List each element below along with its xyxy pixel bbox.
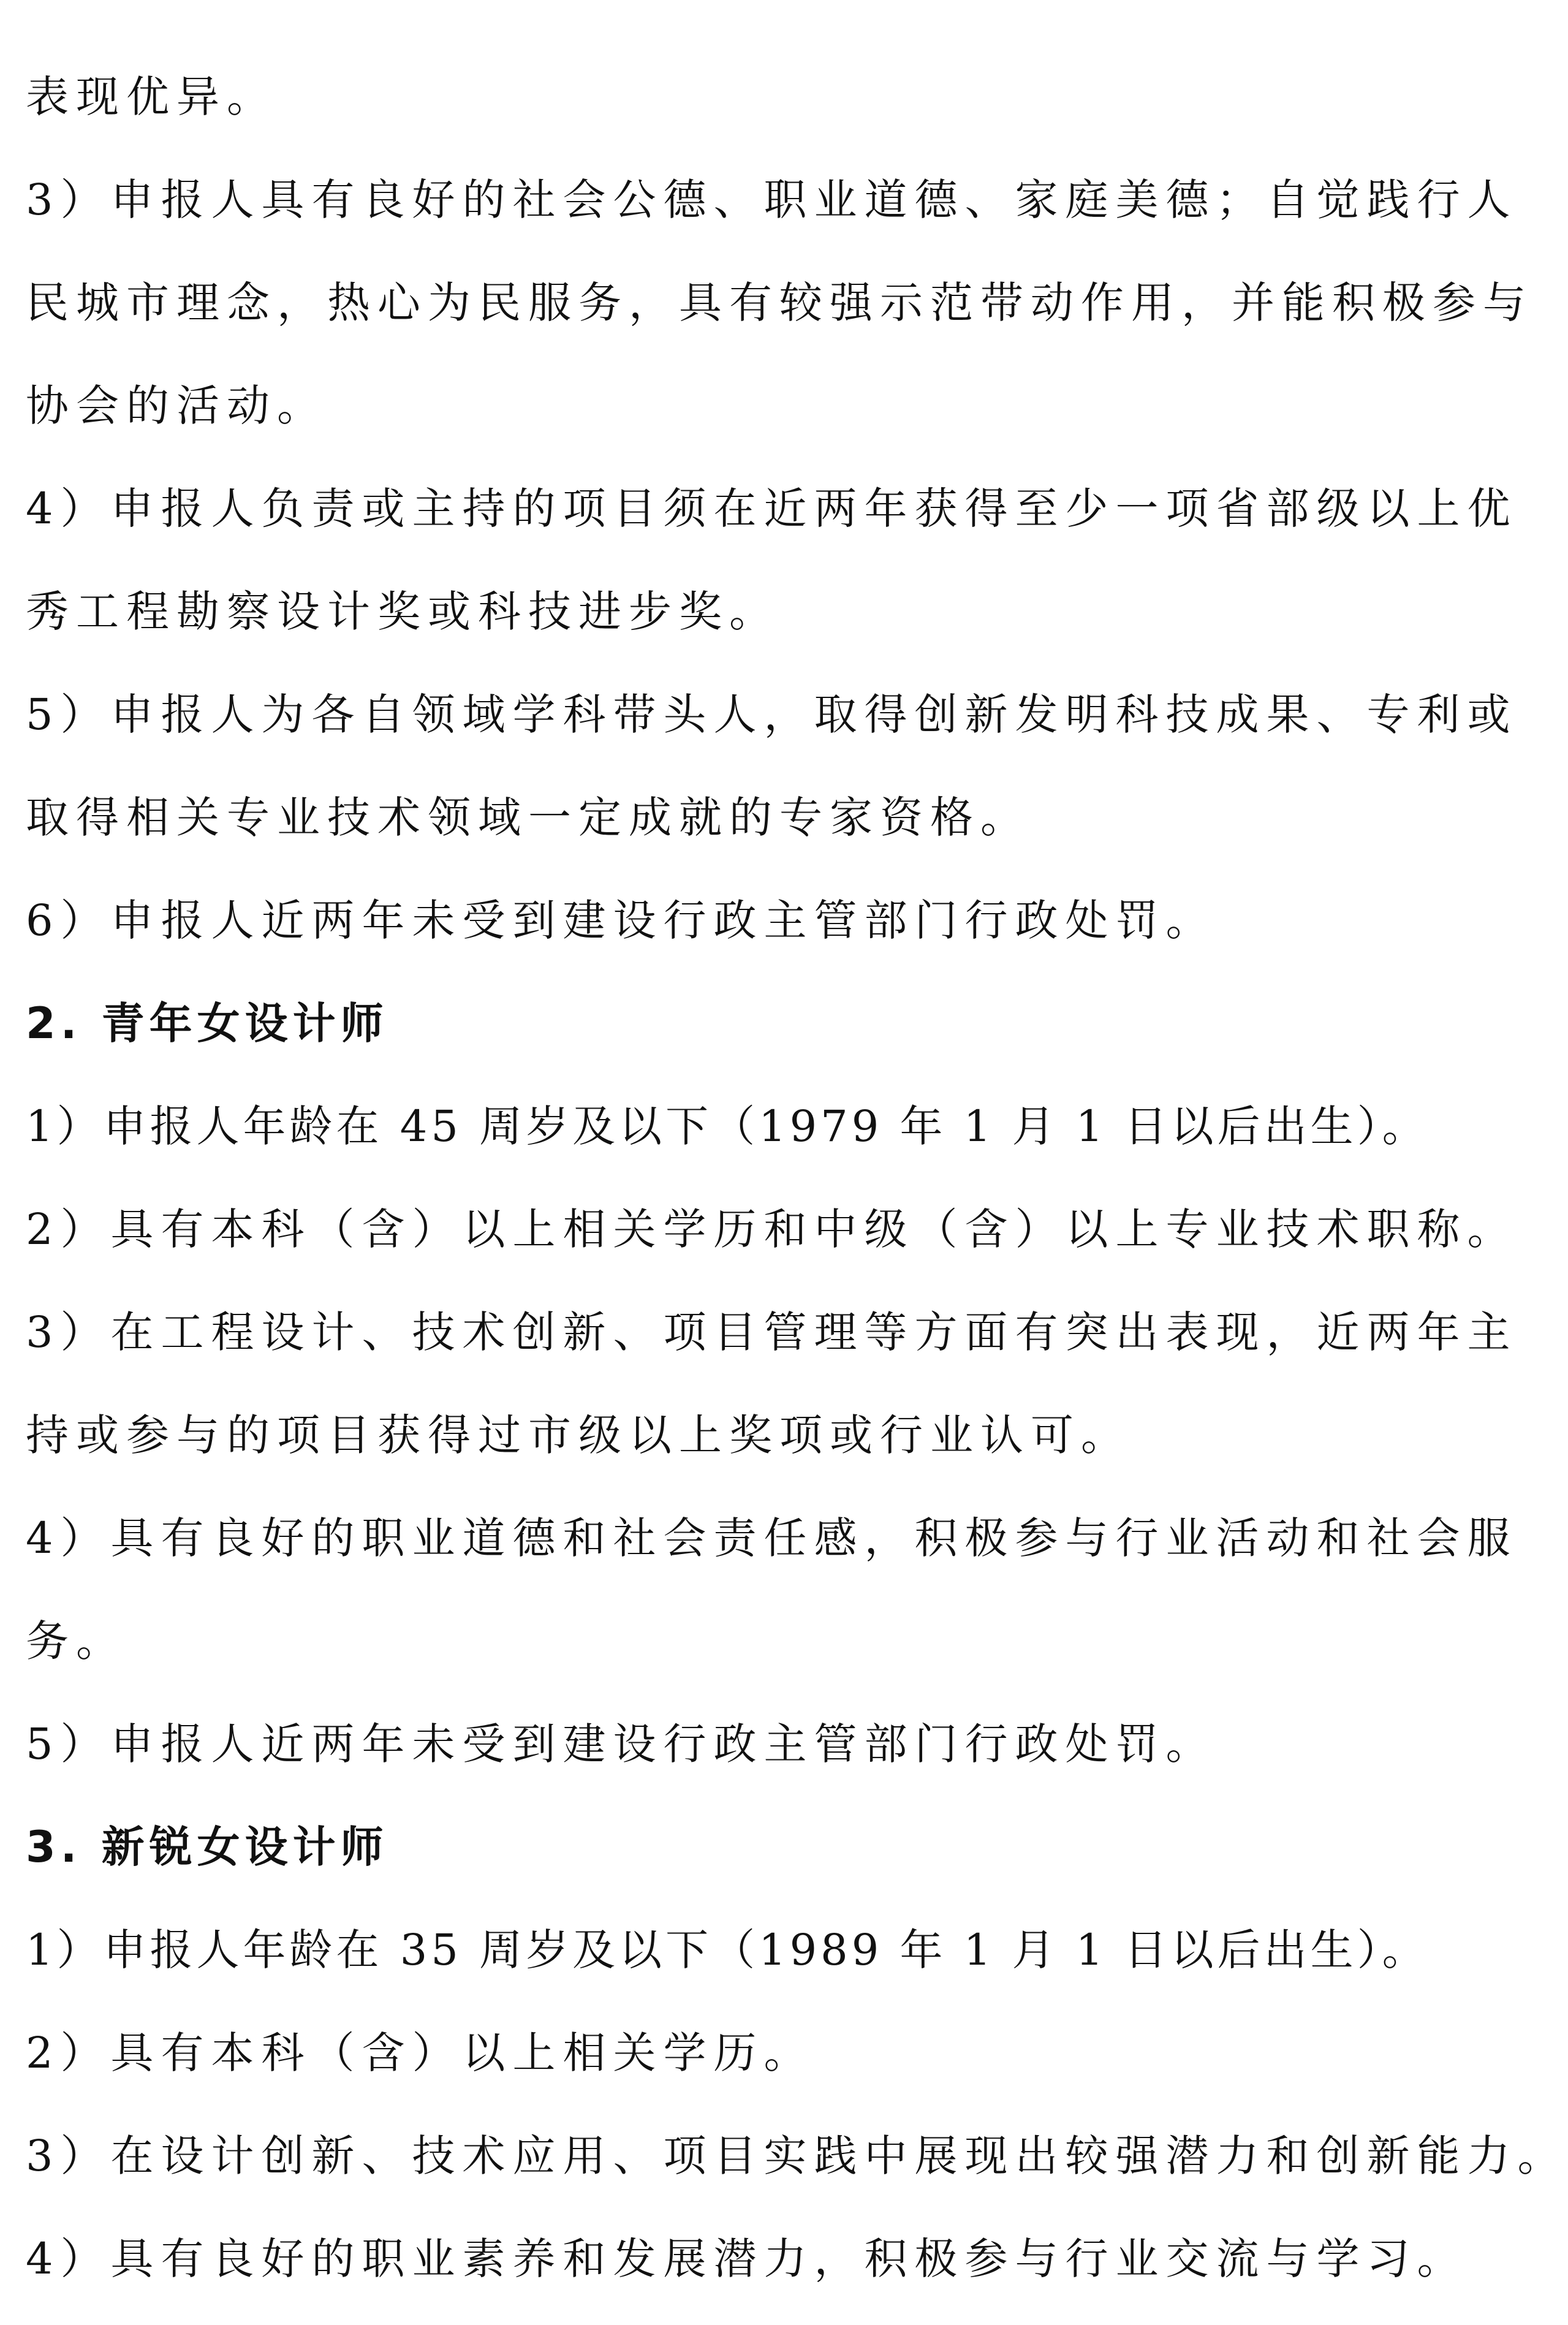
- body-line: 持或参与的项目获得过市级以上奖项或行业认可。: [26, 1410, 1131, 1460]
- body-line: 表现优异。: [26, 72, 277, 122]
- body-line: 6）申报人近两年未受到建设行政主管部门行政处罚。: [26, 895, 1216, 946]
- body-line: 1）申报人年龄在 35 周岁及以下（1989 年 1 月 1 日以后出生）。: [26, 1925, 1429, 1975]
- body-line: 取得相关专业技术领域一定成就的专家资格。: [26, 792, 1031, 843]
- body-line: 民城市理念，热心为民服务，具有较强示范带动作用，并能积极参与: [26, 278, 1533, 328]
- body-line: 4）具有良好的职业道德和社会责任感，积极参与行业活动和社会服: [26, 1513, 1518, 1563]
- body-line: 3）在工程设计、技术创新、项目管理等方面有突出表现，近两年主: [26, 1307, 1518, 1357]
- body-line: 3）在设计创新、技术应用、项目实践中展现出较强潜力和创新能力。: [26, 2131, 1568, 2181]
- body-line: 4）申报人负责或主持的项目须在近两年获得至少一项省部级以上优: [26, 484, 1518, 534]
- section-heading: 3. 新锐女设计师: [26, 1822, 388, 1872]
- body-line: 务。: [26, 1616, 126, 1666]
- body-line: 2）具有本科（含）以上相关学历和中级（含）以上专业技术职称。: [26, 1204, 1518, 1254]
- body-line: 2）具有本科（含）以上相关学历。: [26, 2028, 814, 2078]
- body-line: 1）申报人年龄在 45 周岁及以下（1979 年 1 月 1 日以后出生）。: [26, 1101, 1429, 1151]
- body-line: 5）申报人近两年未受到建设行政主管部门行政处罚。: [26, 1719, 1216, 1769]
- body-line: 协会的活动。: [26, 381, 327, 431]
- body-line: 秀工程勘察设计奖或科技进步奖。: [26, 586, 779, 637]
- body-line: 5）申报人为各自领域学科带头人，取得创新发明科技成果、专利或: [26, 689, 1518, 740]
- section-heading: 2. 青年女设计师: [26, 998, 388, 1049]
- body-line: 3）申报人具有良好的社会公德、职业道德、家庭美德；自觉践行人: [26, 175, 1518, 225]
- body-line: 4）具有良好的职业素养和发展潜力，积极参与行业交流与学习。: [26, 2234, 1468, 2284]
